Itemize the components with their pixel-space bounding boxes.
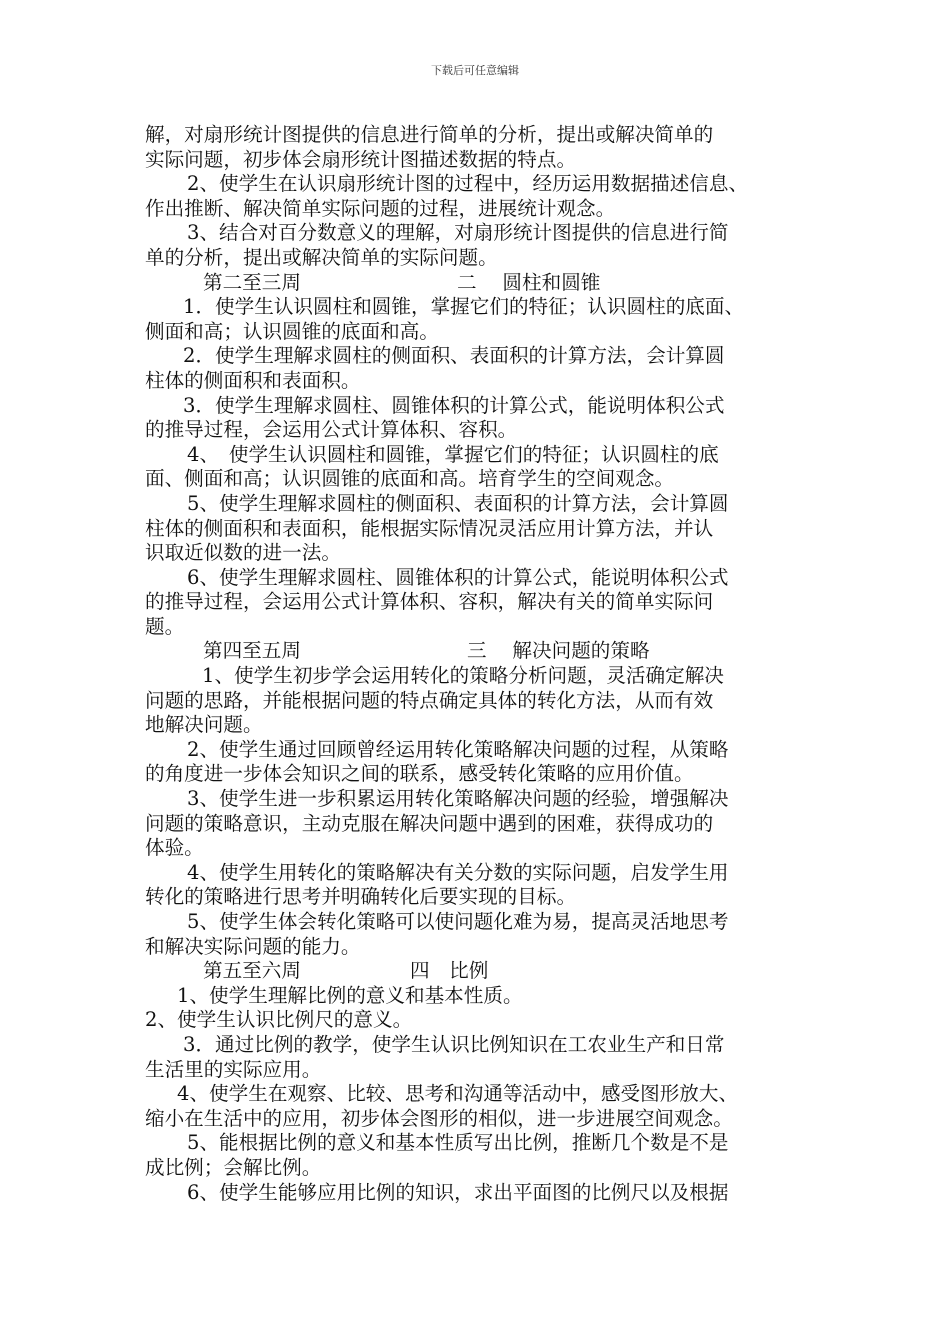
section-title: 三 解决问题的策略 [467, 639, 650, 663]
text-line: 2、使学生在认识扇形统计图的过程中，经历运用数据描述信息、 [187, 172, 749, 196]
text-line: 3、结合对百分数意义的理解，对扇形统计图提供的信息进行简 [187, 221, 729, 245]
text-line: 柱体的侧面积和表面积，能根据实际情况灵活应用计算方法，并认 [145, 516, 714, 540]
section-heading-4 [145, 959, 810, 984]
text-line: 2、使学生认识比例尺的意义。 [145, 1008, 413, 1032]
text-line: 实际问题，初步体会扇形统计图描述数据的特点。 [145, 147, 577, 171]
section-heading-2 [145, 271, 810, 296]
section-title: 四 比例 [410, 959, 489, 983]
text-line: 5、能根据比例的意义和基本性质写出比例，推断几个数是不是 [187, 1131, 729, 1155]
section-week: 第五至六周 [203, 959, 301, 983]
text-line: 问题的策略意识，主动克服在解决问题中遇到的困难，获得成功的 [145, 811, 714, 835]
text-line: 3．使学生理解求圆柱、圆锥体积的计算公式，能说明体积公式 [183, 393, 725, 417]
text-line: 2．使学生理解求圆柱的侧面积、表面积的计算方法，会计算圆 [183, 344, 725, 368]
text-line: 体验。 [145, 836, 204, 860]
text-line: 侧面和高；认识圆锥的底面和高。 [145, 319, 439, 343]
text-line: 成比例；会解比例。 [145, 1155, 322, 1179]
text-line: 和解决实际问题的能力。 [145, 934, 361, 958]
text-line: 1、使学生理解比例的意义和基本性质。 [177, 983, 523, 1007]
text-line: 6、使学生能够应用比例的知识，求出平面图的比例尺以及根据 [187, 1180, 729, 1204]
text-line: 的角度进一步体会知识之间的联系，感受转化策略的应用价值。 [145, 762, 694, 786]
text-line: 5、使学生理解求圆柱的侧面积、表面积的计算方法，会计算圆 [187, 491, 729, 515]
text-line: 转化的策略进行思考并明确转化后要实现的目标。 [145, 885, 577, 909]
text-line: 4、使学生用转化的策略解决有关分数的实际问题，启发学生用 [187, 860, 729, 884]
text-line: 地解决问题。 [145, 713, 263, 737]
document-body [145, 123, 810, 1205]
text-line: 的推导过程，会运用公式计算体积、容积。 [145, 418, 518, 442]
page-header: 下载后可任意编辑 [431, 64, 519, 77]
text-line: 4、使学生在观察、比较、思考和沟通等活动中，感受图形放大、 [177, 1082, 739, 1106]
section-week: 第四至五周 [203, 639, 301, 663]
text-line: 问题的思路，并能根据问题的特点确定具体的转化方法，从而有效 [145, 688, 714, 712]
section-title: 二 圆柱和圆锥 [457, 270, 601, 294]
text-line: 3、使学生进一步积累运用转化策略解决问题的经验，增强解决 [187, 787, 729, 811]
text-line: 1．使学生认识圆柱和圆锥，掌握它们的特征；认识圆柱的底面、 [183, 295, 745, 319]
text-line: 识取近似数的进一法。 [145, 541, 341, 565]
section-week: 第二至三周 [203, 270, 301, 294]
text-line: 题。 [145, 614, 185, 638]
section-heading-3 [145, 639, 810, 664]
text-line: 2、使学生通过回顾曾经运用转化策略解决问题的过程，从策略 [187, 737, 729, 761]
text-line: 柱体的侧面积和表面积。 [145, 368, 361, 392]
text-line: 3．通过比例的教学，使学生认识比例知识在工农业生产和日常 [183, 1032, 725, 1056]
text-line: 5、使学生体会转化策略可以使问题化难为易，提高灵活地思考 [187, 910, 729, 933]
text-line: 的推导过程，会运用公式计算体积、容积，解决有关的简单实际问 [145, 590, 714, 614]
text-line: 生活里的实际应用。 [145, 1057, 322, 1081]
text-line: 作出推断、解决简单实际问题的过程，进展统计观念。 [145, 196, 616, 220]
text-line: 6、使学生理解求圆柱、圆锥体积的计算公式，能说明体积公式 [187, 565, 729, 589]
text-line: 解，对扇形统计图提供的信息进行简单的分析，提出或解决简单的 [145, 123, 714, 146]
text-line: 面、侧面和高；认识圆锥的底面和高。培育学生的空间观念。 [145, 467, 675, 491]
text-line: 单的分析，提出或解决简单的实际问题。 [145, 245, 498, 269]
text-line: 1、使学生初步学会运用转化的策略分析问题，灵活确定解决 [202, 664, 724, 688]
text-line: 缩小在生活中的应用，初步体会图形的相似，进一步进展空间观念。 [145, 1106, 733, 1130]
text-line: 4、 使学生认识圆柱和圆锥，掌握它们的特征；认识圆柱的底 [187, 442, 719, 466]
